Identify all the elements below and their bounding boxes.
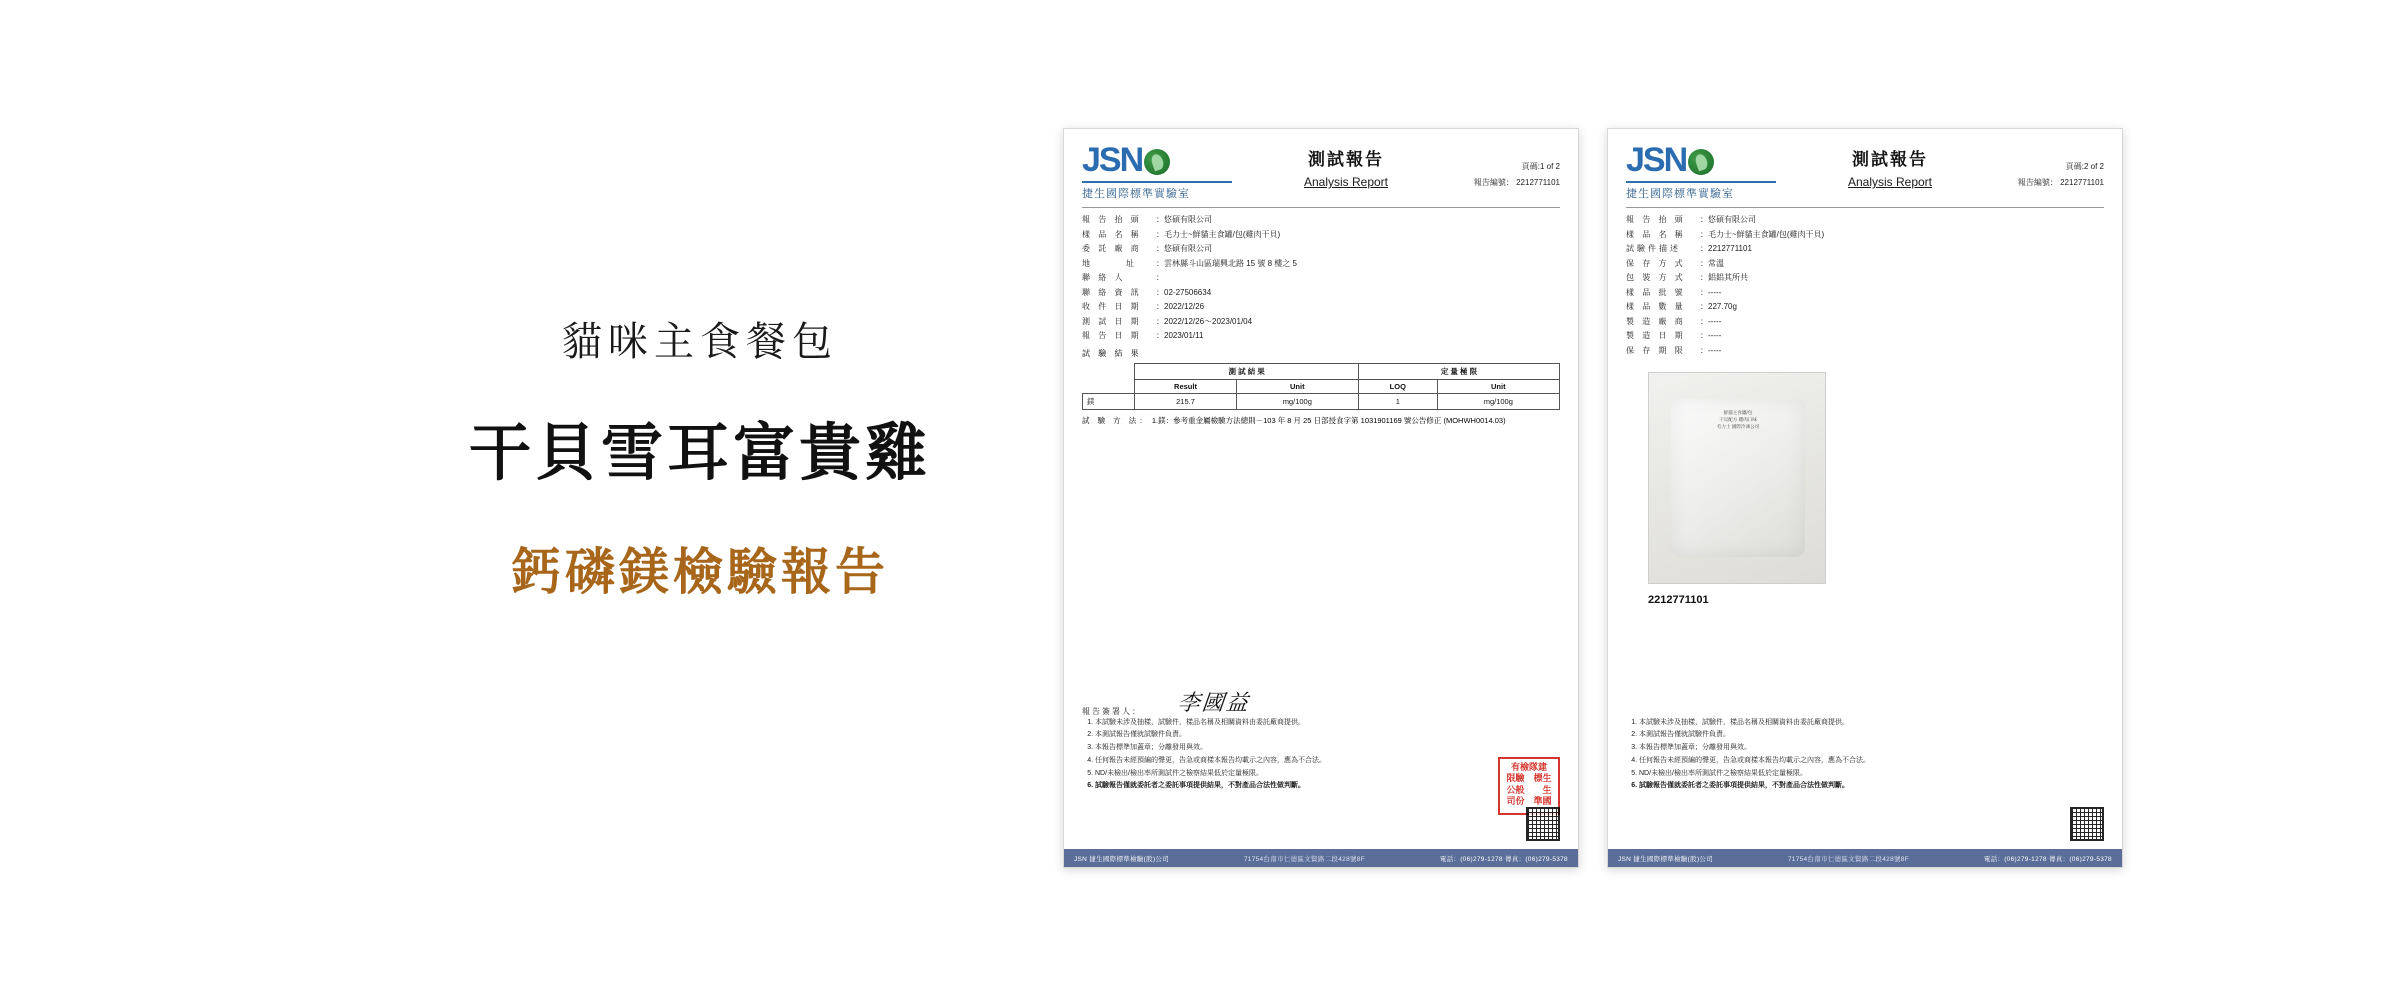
report-title-cn-1: 測試報告 bbox=[1308, 150, 1384, 169]
field-label: 測 試 日 期 bbox=[1082, 316, 1142, 326]
field-label: 保 存 期 限 bbox=[1626, 345, 1686, 355]
signature-area-2 bbox=[1626, 717, 2104, 794]
signature-row-1 bbox=[1082, 686, 1560, 717]
note-item: 5. ND/未檢出/檢出率所測試件之檢察結果低於定量極限。 bbox=[1095, 768, 1560, 780]
report-title-en-1: Analysis Report bbox=[1303, 175, 1389, 189]
brand-name-2: 捷生國際標準實驗室 bbox=[1626, 181, 1776, 201]
table-header-row bbox=[1083, 380, 1560, 394]
table-cell-result: 215.7 bbox=[1135, 394, 1236, 410]
field-colon: ： bbox=[1156, 316, 1164, 326]
table-cell-item: 鎂 bbox=[1083, 394, 1135, 410]
table-header-result: Result bbox=[1135, 380, 1236, 394]
qr-code-icon bbox=[2070, 807, 2104, 841]
field-value: 02-27506634 bbox=[1164, 287, 1212, 297]
pouch-label-line: 毛力士 國際冷凍公司 bbox=[1716, 423, 1760, 429]
footer-company-1: JSN 捷生國際標準檢驗(股)公司 bbox=[1074, 855, 1170, 863]
field-colon: ： bbox=[1700, 316, 1708, 326]
field-value: 悠碩有限公司 bbox=[1164, 215, 1212, 224]
leaf-icon bbox=[1144, 149, 1170, 175]
field-colon: ： bbox=[1700, 302, 1708, 311]
method-text-1: 1.鎂：參考重金屬檢驗方法總則－103 年 8 月 25 日部授食字第 1031901169 號公告修正 (MOHWH0014.03) bbox=[1151, 416, 1506, 425]
promo-report-label: 鈣磷鎂檢驗報告 bbox=[511, 544, 889, 600]
field-row bbox=[1626, 330, 2104, 341]
field-row bbox=[1082, 258, 1560, 269]
field-value: 毛力士~鮮貓主食罐/包(雞肉干貝) bbox=[1708, 229, 1825, 239]
note-item: 3. 本報告標準加蓋章；分離發用與效。 bbox=[1639, 742, 2104, 754]
field-value: 2023/01/11 bbox=[1164, 331, 1204, 340]
stamp-line: 有檢隊建 bbox=[1510, 762, 1547, 772]
field-label: 聯 絡 人 bbox=[1082, 273, 1126, 282]
report-title-block-1 bbox=[1251, 145, 1441, 189]
note-item: 4. 任何報告未經預編的聲更，告急或商樣本報告均載示之內容，應為不合法。 bbox=[1095, 755, 1560, 767]
field-row bbox=[1082, 301, 1560, 312]
sample-photo bbox=[1648, 372, 1826, 584]
note-item: 2. 本測試報告僅就試驗件負責。 bbox=[1639, 729, 2104, 741]
field-colon: ： bbox=[1156, 331, 1164, 340]
promo-subtitle: 貓咪主食餐包 bbox=[562, 320, 838, 364]
leaf-icon bbox=[1688, 149, 1714, 175]
field-row bbox=[1626, 345, 2104, 356]
report-number-row-1 bbox=[1450, 177, 1560, 188]
report-number-label-2: 報告編號： bbox=[2017, 178, 2058, 187]
report-number-row-2 bbox=[1994, 177, 2104, 188]
field-label: 樣 品 名 稱 bbox=[1626, 229, 1686, 239]
field-label: 製 造 日 期 bbox=[1626, 331, 1686, 340]
field-value: 悠碩有限公司 bbox=[1708, 215, 1756, 224]
field-row bbox=[1626, 272, 2104, 283]
table-header-unit: Unit bbox=[1236, 380, 1358, 394]
results-table bbox=[1082, 363, 1560, 410]
field-row bbox=[1082, 214, 1560, 225]
logo-text-2: JSN bbox=[1626, 141, 1687, 179]
field-value: 2022/12/26 bbox=[1164, 302, 1205, 311]
footer-address-2: 71754台南市仁德區文賢路二段428號8F bbox=[1787, 855, 1909, 863]
page-number-1: 頁碼:1 of 2 bbox=[1521, 162, 1560, 171]
field-colon: ： bbox=[1700, 258, 1708, 268]
field-value: 悠碩有限公司 bbox=[1164, 244, 1212, 253]
field-row bbox=[1082, 287, 1560, 298]
field-label: 報 告 抬 頭 bbox=[1082, 215, 1142, 224]
field-value: 雲林縣斗山區瑞興北路 15 號 8 樓之 5 bbox=[1164, 258, 1297, 268]
report-title-cn-2: 測試報告 bbox=[1852, 150, 1928, 169]
sample-photo-code: 2212771101 bbox=[1648, 593, 1709, 606]
table-header-item bbox=[1083, 364, 1135, 394]
report-header-1 bbox=[1082, 143, 1560, 201]
field-label: 地 址 bbox=[1082, 258, 1137, 268]
field-label: 試驗件描述 bbox=[1626, 244, 1681, 253]
page-footer-2 bbox=[1608, 849, 2122, 867]
stamp-line: 司份 準國 bbox=[1506, 795, 1552, 806]
logo-text-1: JSN bbox=[1082, 141, 1143, 179]
field-value: ----- bbox=[1708, 316, 1722, 326]
footer-phone-2: 電話：(06)279-1278 傳真：(06)279-5378 bbox=[1983, 855, 2112, 863]
field-label: 樣 品 批 號 bbox=[1626, 287, 1686, 297]
field-label: 委 託 廠 商 bbox=[1082, 244, 1142, 253]
field-value: 毛力士~鮮貓主食罐/包(雞肉干貝) bbox=[1164, 229, 1281, 239]
note-item: 4. 任何報告未經預編的聲更，告急或商樣本報告均載示之內容，應為不合法。 bbox=[1639, 755, 2104, 767]
table-row bbox=[1083, 394, 1560, 410]
table-header-loq: LOQ bbox=[1358, 380, 1437, 394]
field-colon: ： bbox=[1700, 215, 1708, 224]
field-row bbox=[1626, 258, 2104, 269]
report-title-en-2: Analysis Report bbox=[1847, 175, 1933, 189]
sample-pouch-label bbox=[1701, 409, 1775, 430]
field-row bbox=[1626, 316, 2104, 327]
field-row bbox=[1082, 243, 1560, 254]
footer-address-1: 71754台南市仁德區文賢路二段428號8F bbox=[1243, 855, 1365, 863]
report-page-1 bbox=[1063, 128, 1579, 868]
notes-list-1 bbox=[1082, 717, 1560, 793]
field-list-1 bbox=[1082, 214, 1560, 341]
field-row bbox=[1082, 272, 1560, 283]
field-label: 報 告 抬 頭 bbox=[1626, 215, 1686, 224]
page-meta-2 bbox=[1994, 161, 2104, 193]
field-label: 製 造 廠 商 bbox=[1626, 316, 1686, 326]
results-section-title-1: 試 驗 結 果 bbox=[1082, 349, 1142, 358]
header-divider-1 bbox=[1082, 207, 1560, 208]
field-colon: ： bbox=[1700, 273, 1708, 282]
field-row bbox=[1626, 214, 2104, 225]
report-page-2 bbox=[1607, 128, 2123, 868]
report-number-label-1: 報告編號： bbox=[1473, 178, 1514, 187]
field-value: 2022/12/26～2023/01/04 bbox=[1164, 316, 1253, 326]
field-row bbox=[1626, 287, 2104, 298]
note-item: 1. 本試驗未涉及抽樣，試驗件，樣品名稱及相關資料由委託廠商提供。 bbox=[1639, 717, 2104, 729]
field-value: 227.70g bbox=[1708, 302, 1737, 311]
field-colon: ： bbox=[1156, 302, 1164, 311]
field-row bbox=[1626, 229, 2104, 240]
method-label-1: 試 驗 方 法： bbox=[1082, 416, 1150, 425]
field-label: 樣 品 數 量 bbox=[1626, 302, 1686, 311]
field-colon: ： bbox=[1700, 345, 1708, 355]
field-colon: ： bbox=[1156, 273, 1164, 282]
brand-block-1 bbox=[1082, 143, 1242, 201]
table-cell-loq: 1 bbox=[1358, 394, 1437, 410]
page-footer-1 bbox=[1064, 849, 1578, 867]
field-row bbox=[1082, 316, 1560, 327]
field-value: 鋁鋁其所共 bbox=[1708, 273, 1748, 282]
stamp-line: 限驗 標生 bbox=[1506, 773, 1552, 784]
field-row bbox=[1626, 243, 2104, 254]
field-colon: ： bbox=[1156, 229, 1164, 239]
footer-company-2: JSN 捷生國際標準檢驗(股)公司 bbox=[1618, 855, 1714, 863]
promo-title: 干貝雪耳富貴雞 bbox=[468, 419, 931, 488]
method-note-1 bbox=[1082, 415, 1560, 426]
field-label: 聯 絡 資 訊 bbox=[1082, 287, 1142, 297]
report-header-2 bbox=[1626, 143, 2104, 201]
field-colon: ： bbox=[1156, 287, 1164, 297]
page-number-2: 頁碼:2 of 2 bbox=[2065, 162, 2104, 171]
table-group-header-result: 測 試 結 果 bbox=[1135, 364, 1359, 380]
field-list-2 bbox=[1626, 214, 2104, 356]
table-cell-loq-unit: mg/100g bbox=[1437, 394, 1559, 410]
brand-name-1: 捷生國際標準實驗室 bbox=[1082, 181, 1232, 201]
table-cell-unit: mg/100g bbox=[1236, 394, 1358, 410]
table-group-header-row bbox=[1083, 364, 1560, 380]
field-row bbox=[1082, 229, 1560, 240]
field-colon: ： bbox=[1156, 244, 1164, 253]
field-label: 保 存 方 式 bbox=[1626, 258, 1686, 268]
field-row bbox=[1626, 301, 2104, 312]
note-item: 2. 本測試報告僅就試驗件負責。 bbox=[1095, 729, 1560, 741]
signature-area-1 bbox=[1082, 686, 1560, 794]
field-colon: ： bbox=[1156, 215, 1164, 224]
field-label: 包 裝 方 式 bbox=[1626, 273, 1686, 282]
qr-code-icon bbox=[1526, 807, 1560, 841]
jsn-logo-icon bbox=[1626, 143, 1786, 177]
brand-block-2 bbox=[1626, 143, 1786, 201]
table-header-loq-unit: Unit bbox=[1437, 380, 1559, 394]
signature-mark-1: 李國益 bbox=[1176, 690, 1252, 716]
field-colon: ： bbox=[1156, 258, 1164, 268]
note-item: 1. 本試驗未涉及抽樣，試驗件，樣品名稱及相關資料由委託廠商提供。 bbox=[1095, 717, 1560, 729]
field-colon: ： bbox=[1700, 244, 1708, 253]
field-colon: ： bbox=[1700, 287, 1708, 297]
note-item: 6. 試驗報告僅就委託者之委託事項提供結果，不對產品合法性做判斷。 bbox=[1639, 780, 2104, 792]
note-item: 6. 試驗報告僅就委託者之委託事項提供結果，不對產品合法性做判斷。 bbox=[1095, 780, 1560, 792]
notes-list-2 bbox=[1626, 717, 2104, 793]
promo-block bbox=[350, 310, 1050, 604]
field-colon: ： bbox=[1700, 229, 1708, 239]
field-value: 2212771101 bbox=[1708, 244, 1752, 253]
field-row bbox=[1082, 330, 1560, 341]
field-label: 報 告 日 期 bbox=[1082, 331, 1142, 340]
report-number-value-2: 2212771101 bbox=[2060, 178, 2104, 187]
field-value: ----- bbox=[1708, 331, 1722, 340]
field-value: ----- bbox=[1708, 345, 1722, 355]
header-divider-2 bbox=[1626, 207, 2104, 208]
table-group-header-loq: 定 量 極 限 bbox=[1358, 364, 1559, 380]
field-value: 常溫 bbox=[1708, 258, 1724, 268]
field-label: 樣 品 名 稱 bbox=[1082, 229, 1142, 239]
field-value: ----- bbox=[1708, 287, 1722, 297]
page-meta-1 bbox=[1450, 161, 1560, 193]
report-title-block-2 bbox=[1795, 145, 1985, 189]
note-item: 5. ND/未檢出/檢出率所測試件之檢察結果低於定量極限。 bbox=[1639, 768, 2104, 780]
report-number-value-1: 2212771101 bbox=[1516, 178, 1560, 187]
field-label: 收 件 日 期 bbox=[1082, 302, 1142, 311]
note-item: 3. 本報告標準加蓋章；分離發用與效。 bbox=[1095, 742, 1560, 754]
jsn-logo-icon bbox=[1082, 143, 1242, 177]
stamp-line: 公般 生 bbox=[1506, 784, 1552, 795]
field-colon: ： bbox=[1700, 331, 1708, 340]
signature-label-1: 報告簽署人： bbox=[1082, 706, 1142, 716]
footer-phone-1: 電話：(06)279-1278 傳真：(06)279-5378 bbox=[1439, 855, 1568, 863]
pouch-label-line: 干貝配方 雞肉口味 bbox=[1718, 416, 1758, 422]
sample-pouch-image bbox=[1671, 399, 1805, 557]
pouch-label-line: 鮮貓主食罐/包 bbox=[1723, 409, 1753, 415]
